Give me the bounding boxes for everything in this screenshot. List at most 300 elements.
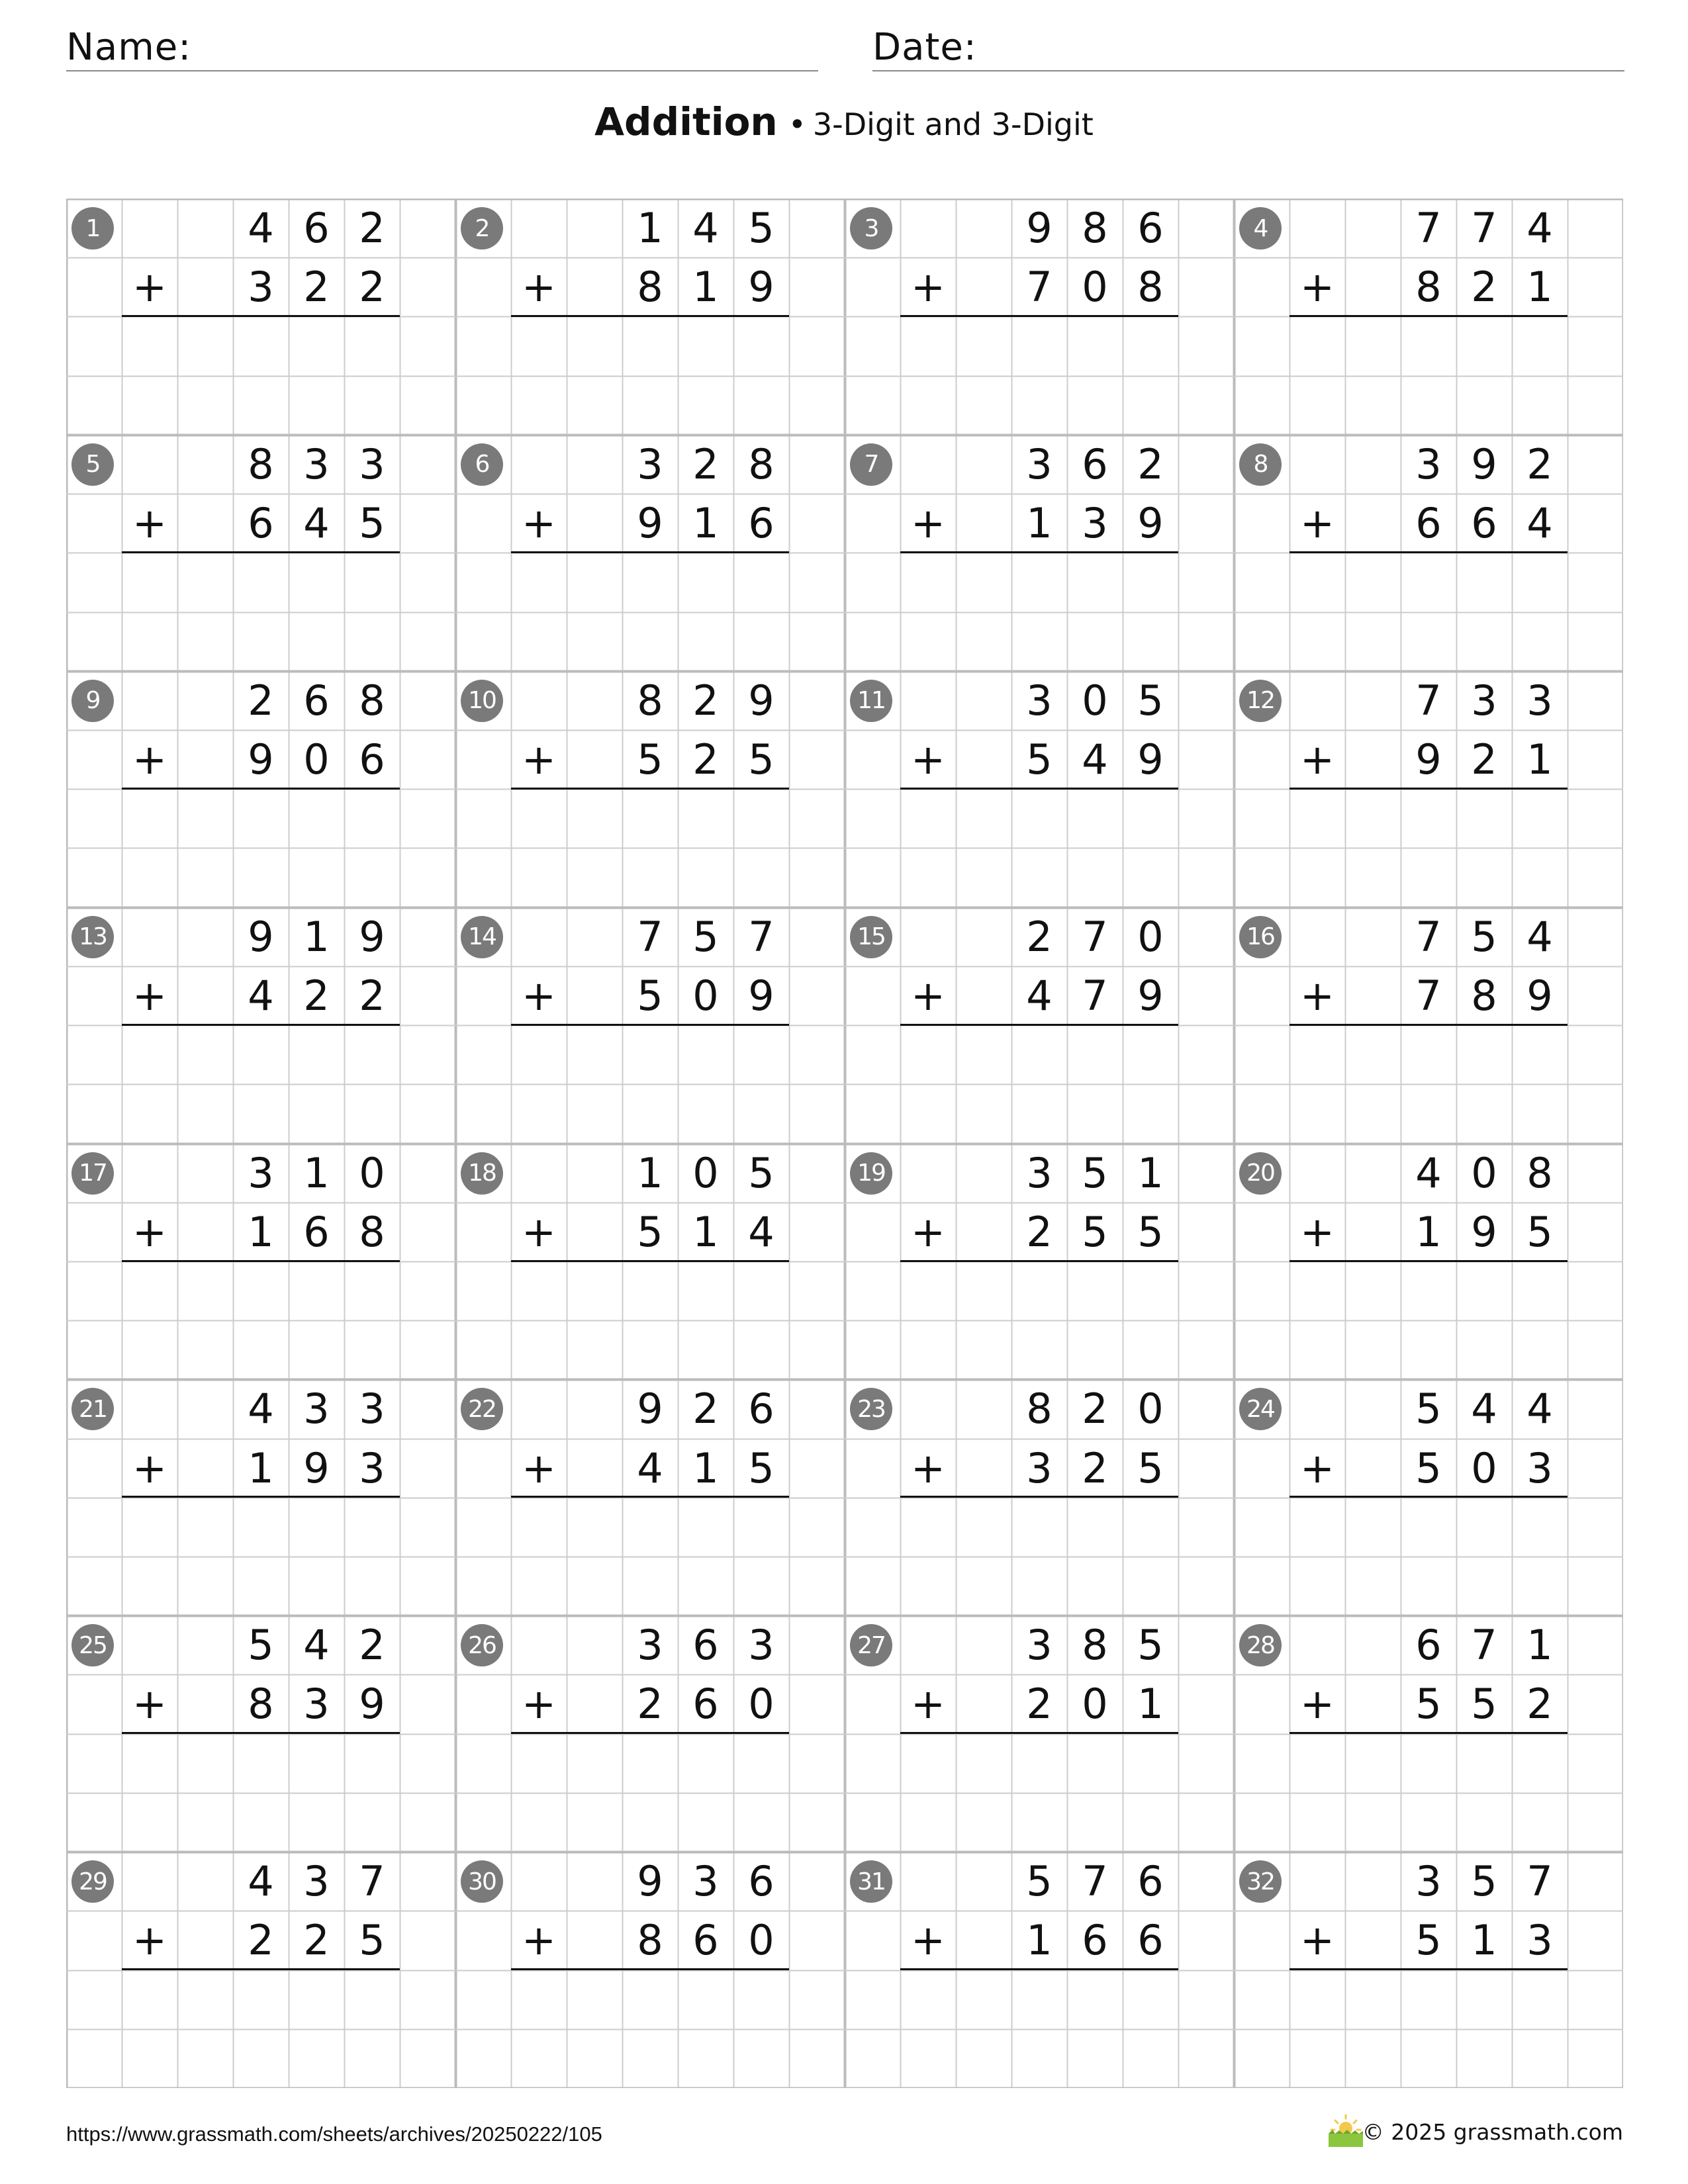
bottom-addend-digit: 9 bbox=[303, 1443, 330, 1492]
bottom-addend-digit: 1 bbox=[1026, 1916, 1053, 1965]
top-addend-digit: 5 bbox=[1082, 1148, 1108, 1197]
top-addend-digit: 9 bbox=[1026, 204, 1053, 252]
answer-area[interactable] bbox=[122, 316, 400, 434]
problem-number-badge: 23 bbox=[850, 1388, 892, 1430]
top-addend-digit: 5 bbox=[692, 912, 719, 961]
addition-problem bbox=[455, 1379, 845, 1615]
bottom-addend-digit: 6 bbox=[1082, 1916, 1108, 1965]
plus-operator: + bbox=[522, 1680, 556, 1729]
addition-problem bbox=[845, 907, 1234, 1144]
grass-sun-logo-icon bbox=[1326, 2110, 1366, 2150]
plus-operator: + bbox=[132, 1443, 167, 1492]
top-addend-digit: 4 bbox=[248, 204, 274, 252]
bottom-addend-digit: 8 bbox=[637, 263, 663, 312]
answer-area[interactable] bbox=[900, 789, 1178, 907]
addition-problem bbox=[455, 907, 845, 1144]
plus-operator: + bbox=[132, 1680, 167, 1729]
top-addend-digit: 4 bbox=[692, 204, 719, 252]
plus-operator: + bbox=[1300, 1443, 1335, 1492]
top-addend-digit: 3 bbox=[303, 1857, 330, 1906]
answer-area[interactable] bbox=[511, 1498, 789, 1615]
top-addend-digit: 2 bbox=[248, 676, 274, 725]
top-addend-digit: 2 bbox=[1082, 1385, 1108, 1433]
plus-operator: + bbox=[1300, 971, 1335, 1020]
answer-area[interactable] bbox=[122, 1261, 400, 1379]
top-addend-digit: 3 bbox=[1415, 1857, 1442, 1906]
top-addend-digit: 6 bbox=[1082, 439, 1108, 488]
bottom-addend-digit: 6 bbox=[248, 499, 274, 548]
top-addend-digit: 3 bbox=[303, 439, 330, 488]
problem-number-badge: 13 bbox=[71, 916, 114, 958]
top-addend-digit: 1 bbox=[637, 204, 663, 252]
top-addend-digit: 2 bbox=[1137, 439, 1164, 488]
addition-problem bbox=[66, 435, 455, 671]
answer-area[interactable] bbox=[1289, 1498, 1568, 1615]
top-addend-digit: 5 bbox=[1137, 1621, 1164, 1670]
addition-problem bbox=[455, 1144, 845, 1380]
top-addend-digit: 9 bbox=[248, 912, 274, 961]
bottom-addend-digit: 1 bbox=[1415, 1207, 1442, 1256]
answer-area[interactable] bbox=[511, 1734, 789, 1852]
top-addend-digit: 6 bbox=[1137, 204, 1164, 252]
addition-problem bbox=[1234, 1615, 1623, 1852]
addition-problem bbox=[845, 1379, 1234, 1615]
plus-operator: + bbox=[522, 1443, 556, 1492]
bottom-addend-digit: 2 bbox=[248, 1916, 274, 1965]
top-addend-digit: 2 bbox=[692, 1385, 719, 1433]
top-addend-digit: 5 bbox=[748, 1148, 774, 1197]
top-addend-digit: 0 bbox=[692, 1148, 719, 1197]
plus-operator: + bbox=[911, 1916, 945, 1965]
answer-area[interactable] bbox=[1289, 789, 1568, 907]
answer-area[interactable] bbox=[122, 1025, 400, 1143]
bottom-addend-digit: 6 bbox=[692, 1680, 719, 1729]
bottom-addend-digit: 3 bbox=[1082, 499, 1108, 548]
top-addend-digit: 3 bbox=[359, 1385, 385, 1433]
bottom-addend-digit: 2 bbox=[1026, 1207, 1053, 1256]
problem-number-badge: 26 bbox=[461, 1624, 503, 1666]
answer-area[interactable] bbox=[900, 1498, 1178, 1615]
bottom-addend-digit: 9 bbox=[1137, 499, 1164, 548]
bottom-addend-digit: 1 bbox=[692, 1443, 719, 1492]
plus-operator: + bbox=[522, 971, 556, 1020]
top-addend-digit: 3 bbox=[637, 439, 663, 488]
addition-problem bbox=[455, 199, 845, 435]
bottom-addend-digit: 7 bbox=[1415, 971, 1442, 1020]
plus-operator: + bbox=[522, 499, 556, 548]
top-addend-digit: 3 bbox=[1026, 1621, 1053, 1670]
top-addend-digit: 1 bbox=[637, 1148, 663, 1197]
bottom-addend-digit: 1 bbox=[1137, 1680, 1164, 1729]
bottom-addend-digit: 2 bbox=[1471, 735, 1497, 784]
bottom-addend-digit: 0 bbox=[1471, 1443, 1497, 1492]
top-addend-digit: 7 bbox=[1082, 912, 1108, 961]
date-label: Date: bbox=[872, 26, 977, 69]
top-addend-digit: 8 bbox=[1082, 204, 1108, 252]
top-addend-digit: 7 bbox=[637, 912, 663, 961]
bottom-addend-digit: 6 bbox=[303, 1207, 330, 1256]
answer-area[interactable] bbox=[511, 1261, 789, 1379]
bottom-addend-digit: 7 bbox=[1082, 971, 1108, 1020]
title-main: Addition bbox=[594, 99, 778, 144]
bottom-addend-digit: 4 bbox=[248, 971, 274, 1020]
top-addend-digit: 8 bbox=[1082, 1621, 1108, 1670]
addition-problem bbox=[845, 1852, 1234, 2088]
bottom-addend-digit: 9 bbox=[748, 971, 774, 1020]
top-addend-digit: 6 bbox=[1415, 1621, 1442, 1670]
problem-number-badge: 2 bbox=[461, 207, 503, 250]
top-addend-digit: 7 bbox=[359, 1857, 385, 1906]
bottom-addend-digit: 2 bbox=[1026, 1680, 1053, 1729]
bottom-addend-digit: 6 bbox=[359, 735, 385, 784]
problem-number-badge: 9 bbox=[71, 680, 114, 722]
plus-operator: + bbox=[911, 1680, 945, 1729]
top-addend-digit: 0 bbox=[1137, 1385, 1164, 1433]
plus-operator: + bbox=[522, 735, 556, 784]
top-addend-digit: 4 bbox=[248, 1857, 274, 1906]
addition-problem bbox=[1234, 199, 1623, 435]
bottom-addend-digit: 6 bbox=[1471, 499, 1497, 548]
bottom-addend-digit: 5 bbox=[359, 1916, 385, 1965]
bottom-addend-digit: 4 bbox=[303, 499, 330, 548]
problem-number-badge: 28 bbox=[1239, 1624, 1282, 1666]
plus-operator: + bbox=[911, 735, 945, 784]
top-addend-digit: 7 bbox=[748, 912, 774, 961]
answer-area[interactable] bbox=[122, 1734, 400, 1852]
problem-number-badge: 8 bbox=[1239, 443, 1282, 486]
plus-operator: + bbox=[132, 735, 167, 784]
answer-area[interactable] bbox=[122, 789, 400, 907]
answer-area[interactable] bbox=[1289, 1025, 1568, 1143]
top-addend-digit: 3 bbox=[359, 439, 385, 488]
top-addend-digit: 1 bbox=[303, 1148, 330, 1197]
top-addend-digit: 3 bbox=[303, 1385, 330, 1433]
top-addend-digit: 5 bbox=[248, 1621, 274, 1670]
plus-operator: + bbox=[1300, 1916, 1335, 1965]
answer-area[interactable] bbox=[511, 553, 789, 670]
answer-area[interactable] bbox=[1289, 316, 1568, 434]
date-field[interactable] bbox=[872, 25, 1624, 71]
bottom-addend-digit: 2 bbox=[637, 1680, 663, 1729]
top-addend-digit: 0 bbox=[1137, 912, 1164, 961]
bottom-addend-digit: 4 bbox=[637, 1443, 663, 1492]
addition-problem bbox=[66, 1379, 455, 1615]
answer-area[interactable] bbox=[122, 1970, 400, 2088]
top-addend-digit: 5 bbox=[748, 204, 774, 252]
problem-number-badge: 32 bbox=[1239, 1860, 1282, 1903]
bottom-addend-digit: 8 bbox=[359, 1207, 385, 1256]
answer-area[interactable] bbox=[511, 316, 789, 434]
bottom-addend-digit: 8 bbox=[1471, 971, 1497, 1020]
problem-number-badge: 20 bbox=[1239, 1152, 1282, 1195]
top-addend-digit: 4 bbox=[1526, 912, 1553, 961]
bottom-addend-digit: 9 bbox=[637, 499, 663, 548]
bottom-addend-digit: 5 bbox=[1415, 1680, 1442, 1729]
top-addend-digit: 4 bbox=[1415, 1148, 1442, 1197]
answer-area[interactable] bbox=[511, 1970, 789, 2088]
top-addend-digit: 2 bbox=[359, 204, 385, 252]
top-addend-digit: 1 bbox=[303, 912, 330, 961]
problem-number-badge: 21 bbox=[71, 1388, 114, 1430]
addition-problem bbox=[845, 435, 1234, 671]
bottom-addend-digit: 8 bbox=[637, 1916, 663, 1965]
bottom-addend-digit: 6 bbox=[1137, 1916, 1164, 1965]
plus-operator: + bbox=[132, 1916, 167, 1965]
bottom-addend-digit: 0 bbox=[1082, 263, 1108, 312]
top-addend-digit: 6 bbox=[748, 1385, 774, 1433]
footer-copyright: © 2025 grassmath.com bbox=[1362, 2119, 1623, 2145]
addition-problem bbox=[66, 1144, 455, 1380]
addition-problem bbox=[455, 1852, 845, 2088]
problem-number-badge: 4 bbox=[1239, 207, 1282, 250]
answer-area[interactable] bbox=[900, 1734, 1178, 1852]
answer-area[interactable] bbox=[900, 1025, 1178, 1143]
problem-number-badge: 11 bbox=[850, 680, 892, 722]
top-addend-digit: 4 bbox=[1526, 204, 1553, 252]
top-addend-digit: 3 bbox=[1026, 439, 1053, 488]
title-subtitle: 3-Digit and 3-Digit bbox=[812, 107, 1094, 142]
bottom-addend-digit: 6 bbox=[692, 1916, 719, 1965]
top-addend-digit: 9 bbox=[637, 1857, 663, 1906]
addition-problem bbox=[66, 671, 455, 907]
top-addend-digit: 2 bbox=[692, 676, 719, 725]
top-addend-digit: 0 bbox=[1082, 676, 1108, 725]
bottom-addend-digit: 0 bbox=[748, 1680, 774, 1729]
problem-number-badge: 25 bbox=[71, 1624, 114, 1666]
answer-area[interactable] bbox=[1289, 1261, 1568, 1379]
bottom-addend-digit: 7 bbox=[1026, 263, 1053, 312]
problem-number-badge: 6 bbox=[461, 443, 503, 486]
bottom-addend-digit: 4 bbox=[1026, 971, 1053, 1020]
bottom-addend-digit: 2 bbox=[359, 263, 385, 312]
bottom-addend-digit: 2 bbox=[303, 971, 330, 1020]
bottom-addend-digit: 1 bbox=[692, 499, 719, 548]
problem-number-badge: 31 bbox=[850, 1860, 892, 1903]
problem-grid bbox=[66, 199, 1623, 2088]
top-addend-digit: 3 bbox=[692, 1857, 719, 1906]
top-addend-digit: 5 bbox=[1471, 1857, 1497, 1906]
bottom-addend-digit: 5 bbox=[1415, 1443, 1442, 1492]
plus-operator: + bbox=[1300, 1680, 1335, 1729]
top-addend-digit: 8 bbox=[1526, 1148, 1553, 1197]
bottom-addend-digit: 3 bbox=[303, 1680, 330, 1729]
problem-number-badge: 16 bbox=[1239, 916, 1282, 958]
top-addend-digit: 8 bbox=[248, 439, 274, 488]
bottom-addend-digit: 5 bbox=[748, 1443, 774, 1492]
answer-area[interactable] bbox=[122, 553, 400, 670]
answer-area[interactable] bbox=[1289, 1970, 1568, 2088]
plus-operator: + bbox=[1300, 735, 1335, 784]
top-addend-digit: 6 bbox=[303, 204, 330, 252]
top-addend-digit: 6 bbox=[692, 1621, 719, 1670]
top-addend-digit: 9 bbox=[1471, 439, 1497, 488]
top-addend-digit: 5 bbox=[1415, 1385, 1442, 1433]
plus-operator: + bbox=[1300, 499, 1335, 548]
bottom-addend-digit: 6 bbox=[748, 499, 774, 548]
addition-problem bbox=[1234, 907, 1623, 1144]
top-addend-digit: 7 bbox=[1415, 204, 1442, 252]
bottom-addend-digit: 8 bbox=[1137, 263, 1164, 312]
answer-area[interactable] bbox=[1289, 553, 1568, 670]
answer-area[interactable] bbox=[900, 1261, 1178, 1379]
top-addend-digit: 4 bbox=[303, 1621, 330, 1670]
top-addend-digit: 0 bbox=[359, 1148, 385, 1197]
answer-area[interactable] bbox=[511, 1025, 789, 1143]
answer-area[interactable] bbox=[900, 1970, 1178, 2088]
bottom-addend-digit: 5 bbox=[1526, 1207, 1553, 1256]
top-addend-digit: 7 bbox=[1471, 204, 1497, 252]
plus-operator: + bbox=[522, 263, 556, 312]
plus-operator: + bbox=[1300, 263, 1335, 312]
bottom-addend-digit: 1 bbox=[1526, 263, 1553, 312]
top-addend-digit: 4 bbox=[248, 1385, 274, 1433]
addition-problem bbox=[66, 1615, 455, 1852]
bottom-addend-digit: 5 bbox=[748, 735, 774, 784]
top-addend-digit: 7 bbox=[1415, 676, 1442, 725]
bottom-addend-digit: 2 bbox=[1082, 1443, 1108, 1492]
bottom-addend-digit: 5 bbox=[1471, 1680, 1497, 1729]
bottom-addend-digit: 1 bbox=[692, 263, 719, 312]
bottom-addend-digit: 3 bbox=[248, 263, 274, 312]
bottom-addend-digit: 9 bbox=[1415, 735, 1442, 784]
problem-number-badge: 1 bbox=[71, 207, 114, 250]
top-addend-digit: 3 bbox=[748, 1621, 774, 1670]
bottom-addend-digit: 2 bbox=[1471, 263, 1497, 312]
addition-problem bbox=[1234, 1852, 1623, 2088]
top-addend-digit: 7 bbox=[1471, 1621, 1497, 1670]
title-separator: • bbox=[788, 107, 806, 142]
answer-area[interactable] bbox=[900, 553, 1178, 670]
top-addend-digit: 1 bbox=[1526, 1621, 1553, 1670]
bottom-addend-digit: 2 bbox=[1526, 1680, 1553, 1729]
plus-operator: + bbox=[132, 971, 167, 1020]
problem-number-badge: 27 bbox=[850, 1624, 892, 1666]
top-addend-digit: 8 bbox=[637, 676, 663, 725]
bottom-addend-digit: 0 bbox=[692, 971, 719, 1020]
top-addend-digit: 3 bbox=[1415, 439, 1442, 488]
answer-area[interactable] bbox=[511, 789, 789, 907]
bottom-addend-digit: 9 bbox=[1526, 971, 1553, 1020]
top-addend-digit: 4 bbox=[1471, 1385, 1497, 1433]
top-addend-digit: 5 bbox=[1471, 912, 1497, 961]
plus-operator: + bbox=[911, 263, 945, 312]
answer-area[interactable] bbox=[1289, 1734, 1568, 1852]
bottom-addend-digit: 9 bbox=[1137, 971, 1164, 1020]
addition-problem bbox=[66, 907, 455, 1144]
top-addend-digit: 7 bbox=[1082, 1857, 1108, 1906]
plus-operator: + bbox=[1300, 1207, 1335, 1256]
top-addend-digit: 2 bbox=[1526, 439, 1553, 488]
bottom-addend-digit: 0 bbox=[748, 1916, 774, 1965]
top-addend-digit: 4 bbox=[1526, 1385, 1553, 1433]
bottom-addend-digit: 4 bbox=[1526, 499, 1553, 548]
plus-operator: + bbox=[911, 971, 945, 1020]
addition-problem bbox=[845, 1144, 1234, 1380]
bottom-addend-digit: 2 bbox=[303, 263, 330, 312]
problem-number-badge: 29 bbox=[71, 1860, 114, 1903]
top-addend-digit: 8 bbox=[748, 439, 774, 488]
top-addend-digit: 6 bbox=[1137, 1857, 1164, 1906]
plus-operator: + bbox=[132, 499, 167, 548]
top-addend-digit: 0 bbox=[1471, 1148, 1497, 1197]
problem-number-badge: 24 bbox=[1239, 1388, 1282, 1430]
worksheet-title bbox=[0, 99, 1688, 144]
bottom-addend-digit: 1 bbox=[248, 1443, 274, 1492]
top-addend-digit: 3 bbox=[1471, 676, 1497, 725]
bottom-addend-digit: 2 bbox=[359, 971, 385, 1020]
addition-problem bbox=[845, 671, 1234, 907]
problem-number-badge: 22 bbox=[461, 1388, 503, 1430]
problem-number-badge: 30 bbox=[461, 1860, 503, 1903]
bottom-addend-digit: 1 bbox=[1526, 735, 1553, 784]
bottom-addend-digit: 2 bbox=[303, 1916, 330, 1965]
top-addend-digit: 8 bbox=[359, 676, 385, 725]
addition-problem bbox=[455, 671, 845, 907]
plus-operator: + bbox=[911, 1443, 945, 1492]
name-field[interactable] bbox=[66, 25, 818, 71]
top-addend-digit: 6 bbox=[303, 676, 330, 725]
plus-operator: + bbox=[132, 263, 167, 312]
problem-number-badge: 7 bbox=[850, 443, 892, 486]
bottom-addend-digit: 5 bbox=[637, 971, 663, 1020]
bottom-addend-digit: 3 bbox=[359, 1443, 385, 1492]
top-addend-digit: 3 bbox=[1026, 676, 1053, 725]
bottom-addend-digit: 9 bbox=[1471, 1207, 1497, 1256]
bottom-addend-digit: 5 bbox=[1415, 1916, 1442, 1965]
problem-number-badge: 15 bbox=[850, 916, 892, 958]
addition-problem bbox=[66, 1852, 455, 2088]
answer-area[interactable] bbox=[122, 1498, 400, 1615]
bottom-addend-digit: 1 bbox=[248, 1207, 274, 1256]
plus-operator: + bbox=[132, 1207, 167, 1256]
addition-problem bbox=[845, 199, 1234, 435]
top-addend-digit: 2 bbox=[692, 439, 719, 488]
top-addend-digit: 9 bbox=[359, 912, 385, 961]
bottom-addend-digit: 6 bbox=[1415, 499, 1442, 548]
plus-operator: + bbox=[522, 1207, 556, 1256]
answer-area[interactable] bbox=[900, 316, 1178, 434]
top-addend-digit: 3 bbox=[1526, 676, 1553, 725]
addition-problem bbox=[455, 1615, 845, 1852]
addition-problem bbox=[1234, 1379, 1623, 1615]
top-addend-digit: 9 bbox=[748, 676, 774, 725]
bottom-addend-digit: 2 bbox=[692, 735, 719, 784]
plus-operator: + bbox=[911, 499, 945, 548]
top-addend-digit: 3 bbox=[637, 1621, 663, 1670]
top-addend-digit: 7 bbox=[1415, 912, 1442, 961]
bottom-addend-digit: 5 bbox=[637, 735, 663, 784]
bottom-addend-digit: 4 bbox=[1082, 735, 1108, 784]
bottom-addend-digit: 8 bbox=[1415, 263, 1442, 312]
footer-url: https://www.grassmath.com/sheets/archives/20250222/105 bbox=[66, 2122, 602, 2146]
bottom-addend-digit: 9 bbox=[748, 263, 774, 312]
problem-number-badge: 19 bbox=[850, 1152, 892, 1195]
addition-problem bbox=[1234, 435, 1623, 671]
bottom-addend-digit: 0 bbox=[1082, 1680, 1108, 1729]
bottom-addend-digit: 9 bbox=[1137, 735, 1164, 784]
bottom-addend-digit: 5 bbox=[1082, 1207, 1108, 1256]
bottom-addend-digit: 1 bbox=[1026, 499, 1053, 548]
bottom-addend-digit: 5 bbox=[637, 1207, 663, 1256]
bottom-addend-digit: 5 bbox=[1026, 735, 1053, 784]
addition-problem bbox=[455, 435, 845, 671]
problem-number-badge: 5 bbox=[71, 443, 114, 486]
bottom-addend-digit: 1 bbox=[692, 1207, 719, 1256]
plus-operator: + bbox=[911, 1207, 945, 1256]
bottom-addend-digit: 8 bbox=[248, 1680, 274, 1729]
top-addend-digit: 1 bbox=[1137, 1148, 1164, 1197]
plus-operator: + bbox=[522, 1916, 556, 1965]
